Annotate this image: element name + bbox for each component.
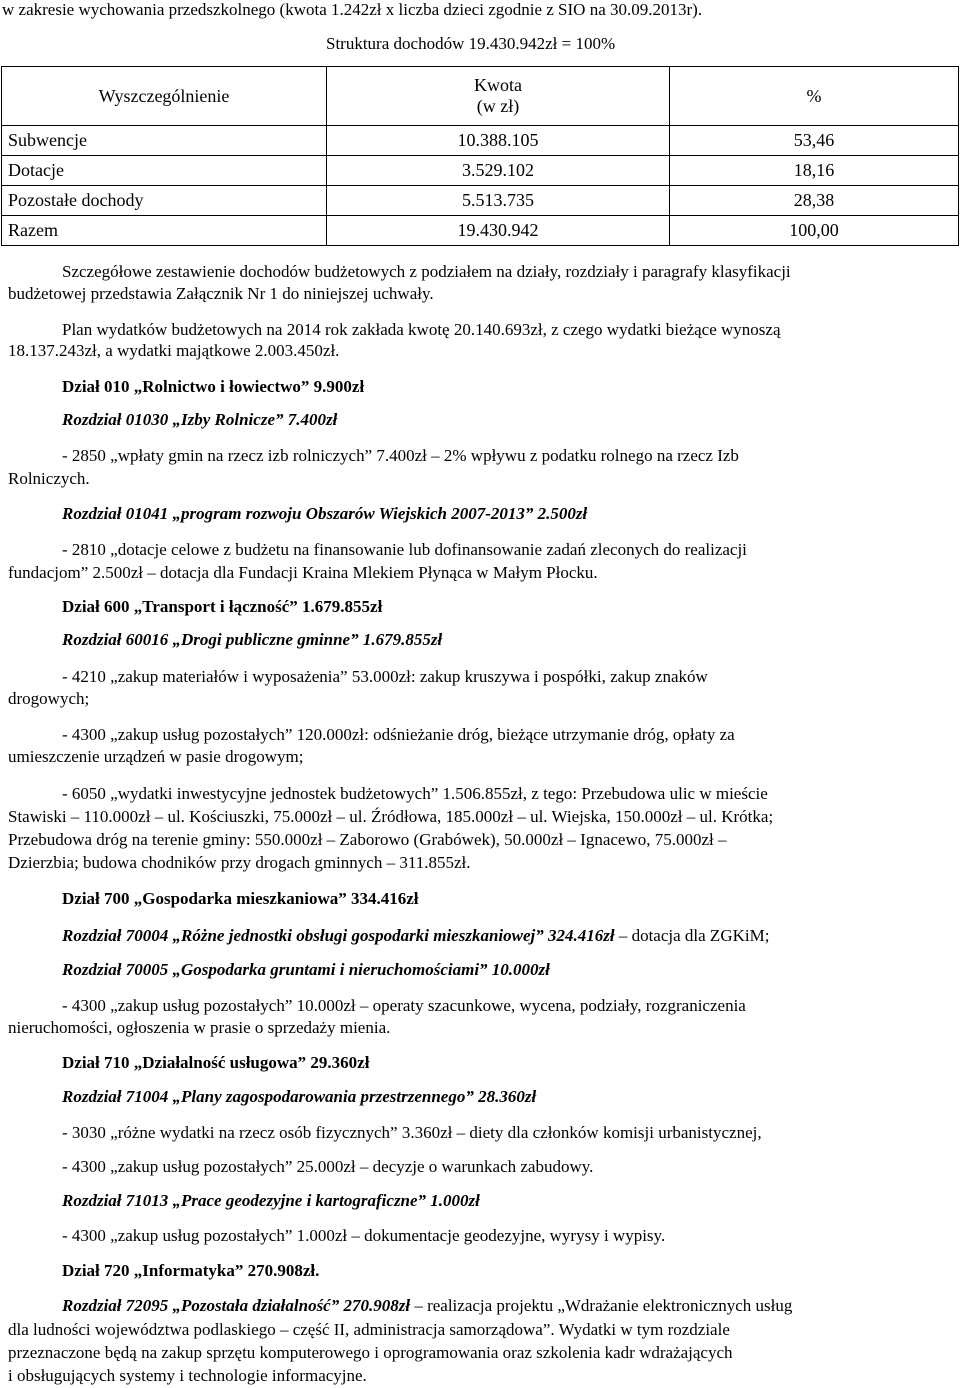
dzial-600-heading: Dział 600 „Transport i łączność” 1.679.855zł bbox=[62, 597, 383, 616]
item-6050-line2: Stawiski – 110.000zł – ul. Kościuszki, 75.000zł – ul. Źródłowa, 185.000zł – ul. Wiejska, 150.000zł – ul. Krótka; bbox=[8, 807, 774, 826]
header-amount-line1: Kwota bbox=[474, 75, 522, 95]
row-name: Razem bbox=[2, 216, 327, 246]
table-header-row bbox=[2, 67, 959, 126]
row-name: Subwencje bbox=[2, 126, 327, 156]
item-2810-line1: - 2810 „dotacje celowe z budżetu na finansowanie lub dofinansowanie zadań zleconych do realizacji bbox=[62, 540, 747, 559]
rozdzial-71013-heading: Rozdział 71013 „Prace geodezyjne i kartograficzne” 1.000zł bbox=[62, 1191, 480, 1210]
rozdzial-72095-line1 bbox=[62, 1296, 792, 1316]
row-pct: 28,38 bbox=[670, 186, 959, 216]
intro-line: w zakresie wychowania przedszkolnego (kwota 1.242zł x liczba dzieci zgodnie z SIO na 30.09.2013r). bbox=[2, 0, 703, 19]
dzial-010-heading: Dział 010 „Rolnictwo i łowiectwo” 9.900zł bbox=[62, 377, 365, 396]
table-row bbox=[2, 156, 959, 186]
rozdzial-72095-heading: Rozdział 72095 „Pozostała działalność” 270.908zł bbox=[62, 1296, 411, 1315]
row-amount: 5.513.735 bbox=[327, 186, 670, 216]
item-4300b-line2: nieruchomości, ogłoszenia w prasie o sprzedaży mienia. bbox=[8, 1018, 391, 1037]
revenue-table bbox=[1, 66, 959, 246]
rozdzial-70004-heading: Rozdział 70004 „Różne jednostki obsługi gospodarki mieszkaniowej” 324.416zł bbox=[62, 926, 615, 945]
table-row bbox=[2, 186, 959, 216]
header-pct: % bbox=[670, 67, 959, 126]
header-amount bbox=[327, 67, 670, 126]
item-6050-line1: - 6050 „wydatki inwestycyjne jednostek budżetowych” 1.506.855zł, z tego: Przebudowa ulic w mieście bbox=[62, 784, 768, 803]
item-2850-line1: - 2850 „wpłaty gmin na rzecz izb rolniczych” 7.400zł – 2% wpływu z podatku rolnego na rzecz Izb bbox=[62, 446, 739, 465]
rozdzial-60016-heading: Rozdział 60016 „Drogi publiczne gminne” 1.679.855zł bbox=[62, 630, 443, 649]
row-pct: 53,46 bbox=[670, 126, 959, 156]
row-name: Dotacje bbox=[2, 156, 327, 186]
item-3030: - 3030 „różne wydatki na rzecz osób fizycznych” 3.360zł – diety dla członków komisji urbanistycznej, bbox=[62, 1123, 762, 1142]
row-pct: 18,16 bbox=[670, 156, 959, 186]
row-amount: 19.430.942 bbox=[327, 216, 670, 246]
item-6050-line4: Dzierzbia; budowa chodników przy drogach gminnych – 311.855zł. bbox=[8, 853, 471, 872]
header-name: Wyszczególnienie bbox=[2, 67, 327, 126]
item-4300b-line1: - 4300 „zakup usług pozostałych” 10.000zł – operaty szacunkowe, wycena, podziały, rozgraniczenia bbox=[62, 996, 746, 1015]
dzial-720-heading: Dział 720 „Informatyka” 270.908zł. bbox=[62, 1261, 320, 1280]
rozdzial-70005-heading: Rozdział 70005 „Gospodarka gruntami i nieruchomościami” 10.000zł bbox=[62, 960, 550, 979]
rozdzial-01030-heading: Rozdział 01030 „Izby Rolnicze” 7.400zł bbox=[62, 410, 338, 429]
item-2850-line2: Rolniczych. bbox=[8, 469, 90, 488]
rozdzial-70004-note: – dotacja dla ZGKiM; bbox=[614, 926, 770, 945]
table-row bbox=[2, 126, 959, 156]
item-4210-line2: drogowych; bbox=[8, 689, 90, 708]
rozdzial-72095-line4: i obsługujących systemy i technologie informacyjne. bbox=[8, 1366, 367, 1385]
item-6050-line3: Przebudowa dróg na terenie gminy: 550.000zł – Zaborowo (Grabówek), 50.000zł – Ignacewo, 75.000zł – bbox=[8, 830, 727, 849]
p2-line1: Plan wydatków budżetowych na 2014 rok zakłada kwotę 20.140.693zł, z czego wydatki bieżące wynoszą bbox=[62, 320, 781, 339]
header-amount-line2: (w zł) bbox=[476, 96, 520, 116]
p1-line2: budżetowej przedstawia Załącznik Nr 1 do niniejszej uchwały. bbox=[8, 284, 434, 303]
rozdzial-72095-line2: dla ludności województwa podlaskiego – część II, administracja samorządowa”. Wydatki w tym rozdziale bbox=[8, 1320, 730, 1339]
p2-line2: 18.137.243zł, a wydatki majątkowe 2.003.450zł. bbox=[8, 341, 340, 360]
item-4300a-line1: - 4300 „zakup usług pozostałych” 120.000zł: odśnieżanie dróg, bieżące utrzymanie dróg, opłaty za bbox=[62, 725, 735, 744]
item-4300c: - 4300 „zakup usług pozostałych” 25.000zł – decyzje o warunkach zabudowy. bbox=[62, 1157, 594, 1176]
rozdzial-70004-line bbox=[62, 926, 769, 946]
row-amount: 10.388.105 bbox=[327, 126, 670, 156]
rozdzial-72095-line3: przeznaczone będą na zakup sprzętu komputerowego i oprogramowania oraz szkolenia kadr wdrażających bbox=[8, 1343, 733, 1362]
item-4300a-line2: umieszczenie urządzeń w pasie drogowym; bbox=[8, 747, 304, 766]
dzial-700-heading: Dział 700 „Gospodarka mieszkaniowa” 334.416zł bbox=[62, 889, 419, 908]
rozdzial-01041-heading: Rozdział 01041 „program rozwoju Obszarów Wiejskich 2007-2013” 2.500zł bbox=[62, 504, 588, 523]
structure-title: Struktura dochodów 19.430.942zł = 100% bbox=[326, 34, 616, 53]
item-4300d: - 4300 „zakup usług pozostałych” 1.000zł – dokumentacje geodezyjne, wyrysy i wypisy. bbox=[62, 1226, 666, 1245]
dzial-710-heading: Dział 710 „Działalność usługowa” 29.360zł bbox=[62, 1053, 370, 1072]
item-2810-line2: fundacjom” 2.500zł – dotacja dla Fundacji Kraina Mlekiem Płynąca w Małym Płocku. bbox=[8, 563, 598, 582]
rozdzial-72095-note: – realizacja projektu „Wdrażanie elektronicznych usług bbox=[410, 1296, 793, 1315]
row-pct: 100,00 bbox=[670, 216, 959, 246]
p1-line1: Szczegółowe zestawienie dochodów budżetowych z podziałem na działy, rozdziały i paragrafy klasyfikacji bbox=[62, 262, 791, 281]
row-amount: 3.529.102 bbox=[327, 156, 670, 186]
rozdzial-71004-heading: Rozdział 71004 „Plany zagospodarowania przestrzennego” 28.360zł bbox=[62, 1087, 537, 1106]
item-4210-line1: - 4210 „zakup materiałów i wyposażenia” 53.000zł: zakup kruszywa i pospółki, zakup znaków bbox=[62, 667, 708, 686]
row-name: Pozostałe dochody bbox=[2, 186, 327, 216]
table-row bbox=[2, 216, 959, 246]
